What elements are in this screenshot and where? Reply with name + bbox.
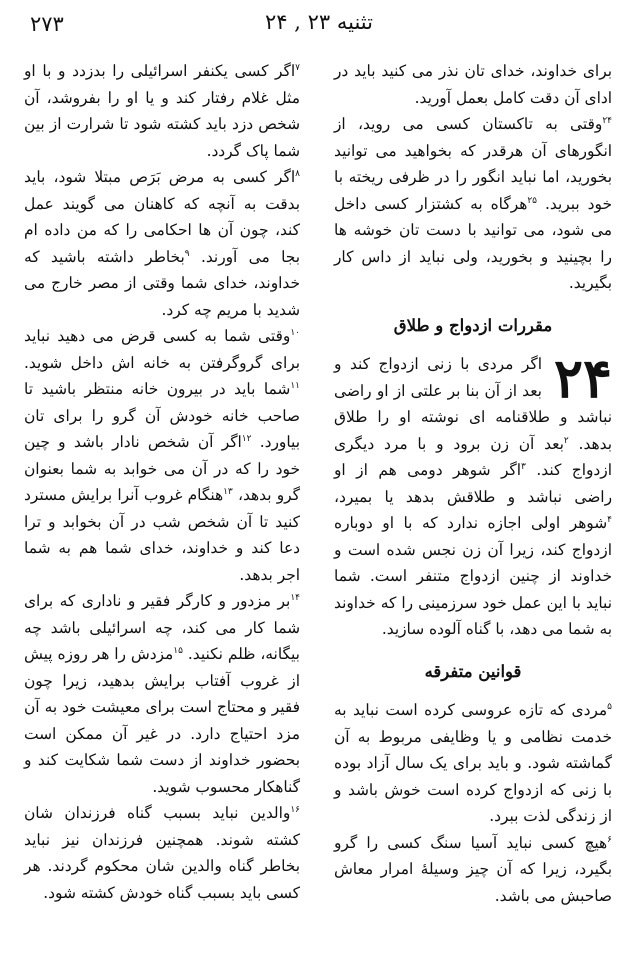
verse-text: اگر کسی به مرض بَرَص مبتلا شود، باید بدقت به آنچه که کاهنان می گویند عمل کند، چون آن ها احکامی را که من داده ام بجا می آورند. — [24, 168, 300, 266]
verse-number: ۱۰ — [290, 327, 300, 338]
verse-text: شوهر اولی اجازه ندارد که با او دوباره ازدواج کند، زیرا آن زن نجس شده است و خداوند از چنین ازدواج متنفر است. شما نباید با این عمل خود سرزمینی را که خداوند به شما می دهد، با گناه آلوده سازید. — [334, 514, 612, 638]
verse-text: هنگام غروب آنرا برایش مسترد کنید تا آن شخص شب در آن بخوابد و ترا دعا کند و خداوند، خدای شما هم به شما اجر بدهد. — [24, 486, 300, 584]
paragraph — [24, 164, 300, 323]
verse-text: برای خداوند، خدای تان نذر می کنید باید در ادای آن دقت کامل بعمل آورید. — [334, 62, 612, 107]
paragraph — [24, 800, 300, 906]
paragraph — [334, 58, 612, 111]
paragraph — [334, 111, 612, 297]
verse-text: اگر شوهر دومی هم از او راضی نباشد و طلاقش بدهد یا بمیرد، — [334, 461, 612, 506]
verse-number: ۴ — [607, 514, 612, 525]
verse-text: بعد آن زن برود و با مرد دیگری ازدواج کند. — [334, 434, 612, 479]
verse-text: هیچ کسی نباید آسیا سنگ کسی را گرو بگیرد، زیرا که آن چیز وسیلهٔ امرار معاش صاحبش می باشد. — [334, 833, 612, 905]
paragraph — [24, 58, 300, 164]
section-heading: مقررات ازدواج و طلاق — [393, 315, 553, 335]
paragraph — [24, 323, 300, 588]
verse-number: ۱۲ — [241, 433, 252, 444]
verse-number: ۸ — [295, 168, 300, 179]
verse-text: هرگاه به کشتزار کسی داخل می شود، می توانید با دست تان خوشه ها را بچینید و بخورید، ولی نباید از داس کار بگیرید. — [334, 194, 612, 292]
verse-number: ۱۵ — [173, 645, 183, 656]
verse-text: اگر مردی با زنی ازدواج کند و بعد از آن بنا بر علتی از او راضی نباشد و طلاقنامه ای نوشته او را طلاق بدهد. — [334, 355, 612, 453]
verse-number: ۶ — [607, 834, 612, 845]
running-head: تثنیه ۲۳ , ۲۴ — [265, 10, 373, 34]
paragraph — [334, 697, 612, 830]
verse-text: اگر کسی یکنفر اسرائیلی را بدزدد و با او مثل غلام رفتار کند و یا او را بفروشد، آن شخص دزد باید کشته شود تا شرارت از بین شما پاک گردد. — [24, 62, 300, 160]
left-column — [24, 58, 300, 906]
verse-text: والدین نباید بسبب گناه فرزندان شان کشته شوند. همچنین فرزندان نیز نباید بخاطر گناه والدین شان محکوم گردند. هر کسی باید بسبب گناه خودش کشته شود. — [24, 804, 300, 902]
verse-text: مردی که تازه عروسی کرده است نباید به خدمت نظامی و یا وظایفی مربوط به آن گماشته شود. و باید برای یک سال آزاد بوده با زنی که ازدواج کرده است خوش باشد و از زندگی لذت ببرد. — [334, 701, 612, 825]
verse-number: ۱۳ — [223, 486, 233, 497]
paragraph — [334, 830, 612, 910]
verse-number: ۱۱ — [290, 380, 300, 391]
verse-text: مزدش را هر روزه پیش از غروب آفتاب برایش بدهید، زیرا چون فقیر و محتاج است برای معیشت خود به آن مزد احتیاج دارد. در غیر آن ممکن است بحضور خداوند از دست شما شکایت کند و گناهکار محسوب شوید. — [24, 645, 300, 796]
paragraph — [334, 346, 612, 643]
verse-text: وقتی شما به کسی قرض می دهید نباید برای گروگرفتن به خانه اش داخل شوید. — [24, 327, 300, 372]
right-column — [334, 58, 612, 909]
verse-number: ۷ — [295, 62, 300, 73]
verse-number: ۵ — [607, 701, 612, 712]
verse-number: ۳ — [521, 461, 526, 472]
page-number: ۲۷۳ — [30, 12, 64, 36]
section-heading: قوانین متفرقه — [424, 661, 522, 681]
page-header — [30, 8, 608, 42]
verse-number: ۱۶ — [290, 804, 300, 815]
verse-number: ۹ — [184, 248, 190, 259]
verse-text: بر مزدور و کارگر فقیر و ناداری که برای شما کار می کند، چه اسرائیلی باشد چه بیگانه، ظلم نکنید. — [24, 592, 300, 663]
verse-text: اگر آن شخص نادار باشد و چین خود را که در آن می خوابد به شما بعنوان گرو بدهد، — [24, 433, 300, 504]
verse-number: ۱۴ — [290, 592, 300, 603]
verse-text: شما باید در بیرون خانه منتظر باشید تا صاحب خانه خودش آن گرو را برای تان بیاورد. — [24, 380, 300, 451]
verse-text: وقتی به تاکستان کسی می روید، از انگورهای آن هرقدر که بخواهید می توانید بخورید، اما نباید انگور را در ظرفی ریخته با خود ببرید. — [334, 115, 612, 213]
verse-number: ۲ — [563, 435, 569, 446]
verse-number: ۲۵ — [527, 195, 537, 206]
verse-number: ۲۴ — [602, 115, 612, 126]
verse-text: بخاطر داشته باشید که خداوند، خدای شما وقتی از مصر خارج می شدید با مریم چه کرد. — [24, 247, 300, 319]
chapter-number: ۲۴ — [553, 346, 612, 410]
paragraph — [24, 588, 300, 800]
